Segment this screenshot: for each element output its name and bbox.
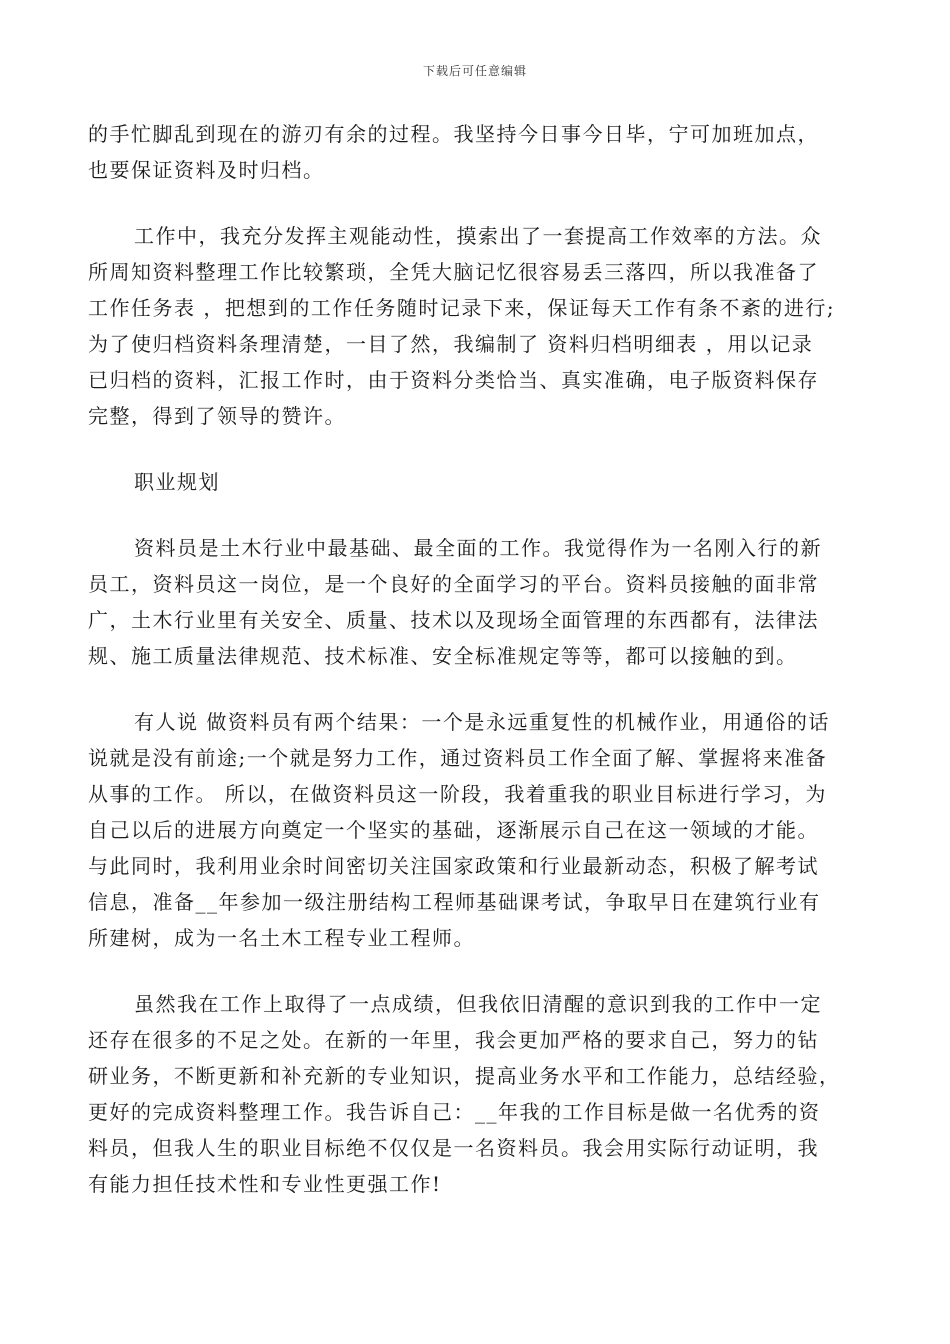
page-header: 下载后可任意编辑 [422,64,527,78]
text-line: 员工，资料员这一岗位，是一个良好的全面学习的平台。资料员接触的面非常 [88,572,819,596]
text-line: 信息，准备__年参加一级注册结构工程师基础课考试，争取早日在建筑行业有 [88,890,821,914]
text-line: 规、施工质量法律规范、技术标准、安全标准规定等等，都可以接触的到。 [88,644,798,668]
text-line: 已归档的资料，汇报工作时，由于资料分类恰当、真实准确，电子版资料保存 [88,368,819,392]
text-line: 有人说 做资料员有两个结果：一个是永远重复性的机械作业，用通俗的话 [134,710,830,734]
text-line: 从事的工作。 所以，在做资料员这一阶段，我着重我的职业目标进行学习，为 [88,782,827,806]
heading-text: 职业规划 [134,470,220,494]
text-line: 为了使归档资料条理清楚，一目了然，我编制了 资料归档明细表 ，用以记录 [88,332,814,356]
text-line: 所建树，成为一名土木工程专业工程师。 [88,926,475,950]
paragraph [88,218,858,434]
text-line: 与此同时，我利用业余时间密切关注国家政策和行业最新动态，积极了解考试 [88,854,819,878]
text-line: 还存在很多的不足之处。在新的一年里，我会更加严格的要求自己，努力的钻 [88,1028,819,1052]
text-line: 完整，得到了领导的赞许。 [88,404,346,428]
text-line: 虽然我在工作上取得了一点成绩，但我依旧清醒的意识到我的工作中一定 [134,992,822,1016]
text-line: 工作任务表 ，把想到的工作任务随时记录下来，保证每天工作有条不紊的进行; [88,296,836,320]
text-line: 广，土木行业里有关安全、质量、技术以及现场全面管理的东西都有，法律法 [88,608,819,632]
paragraph [88,986,858,1202]
text-line: 也要保证资料及时归档。 [88,158,325,182]
paragraph [88,116,858,188]
text-line: 料员，但我人生的职业目标绝不仅仅是一名资料员。我会用实际行动证明，我 [88,1136,819,1160]
text-line: 有能力担任技术性和专业性更强工作! [88,1172,442,1196]
paragraph [88,530,858,674]
document-body [88,116,858,1202]
text-line: 的手忙脚乱到现在的游刃有余的过程。我坚持今日事今日毕，宁可加班加点， [88,122,819,146]
text-line: 研业务，不断更新和补充新的专业知识，提高业务水平和工作能力，总结经验， [88,1064,841,1088]
text-line: 更好的完成资料整理工作。我告诉自己：__年我的工作目标是做一名优秀的资 [88,1100,821,1124]
paragraph [88,704,858,956]
text-line: 资料员是土木行业中最基础、最全面的工作。我觉得作为一名刚入行的新 [134,536,822,560]
text-line: 说就是没有前途;一个就是努力工作，通过资料员工作全面了解、掌握将来准备 [88,746,828,770]
text-line: 工作中，我充分发挥主观能动性，摸索出了一套提高工作效率的方法。众 [134,224,822,248]
section-heading [88,464,858,500]
text-line: 所周知资料整理工作比较繁琐，全凭大脑记忆很容易丢三落四，所以我准备了 [88,260,819,284]
text-line: 自己以后的进展方向奠定一个坚实的基础，逐渐展示自己在这一领域的才能。 [88,818,819,842]
